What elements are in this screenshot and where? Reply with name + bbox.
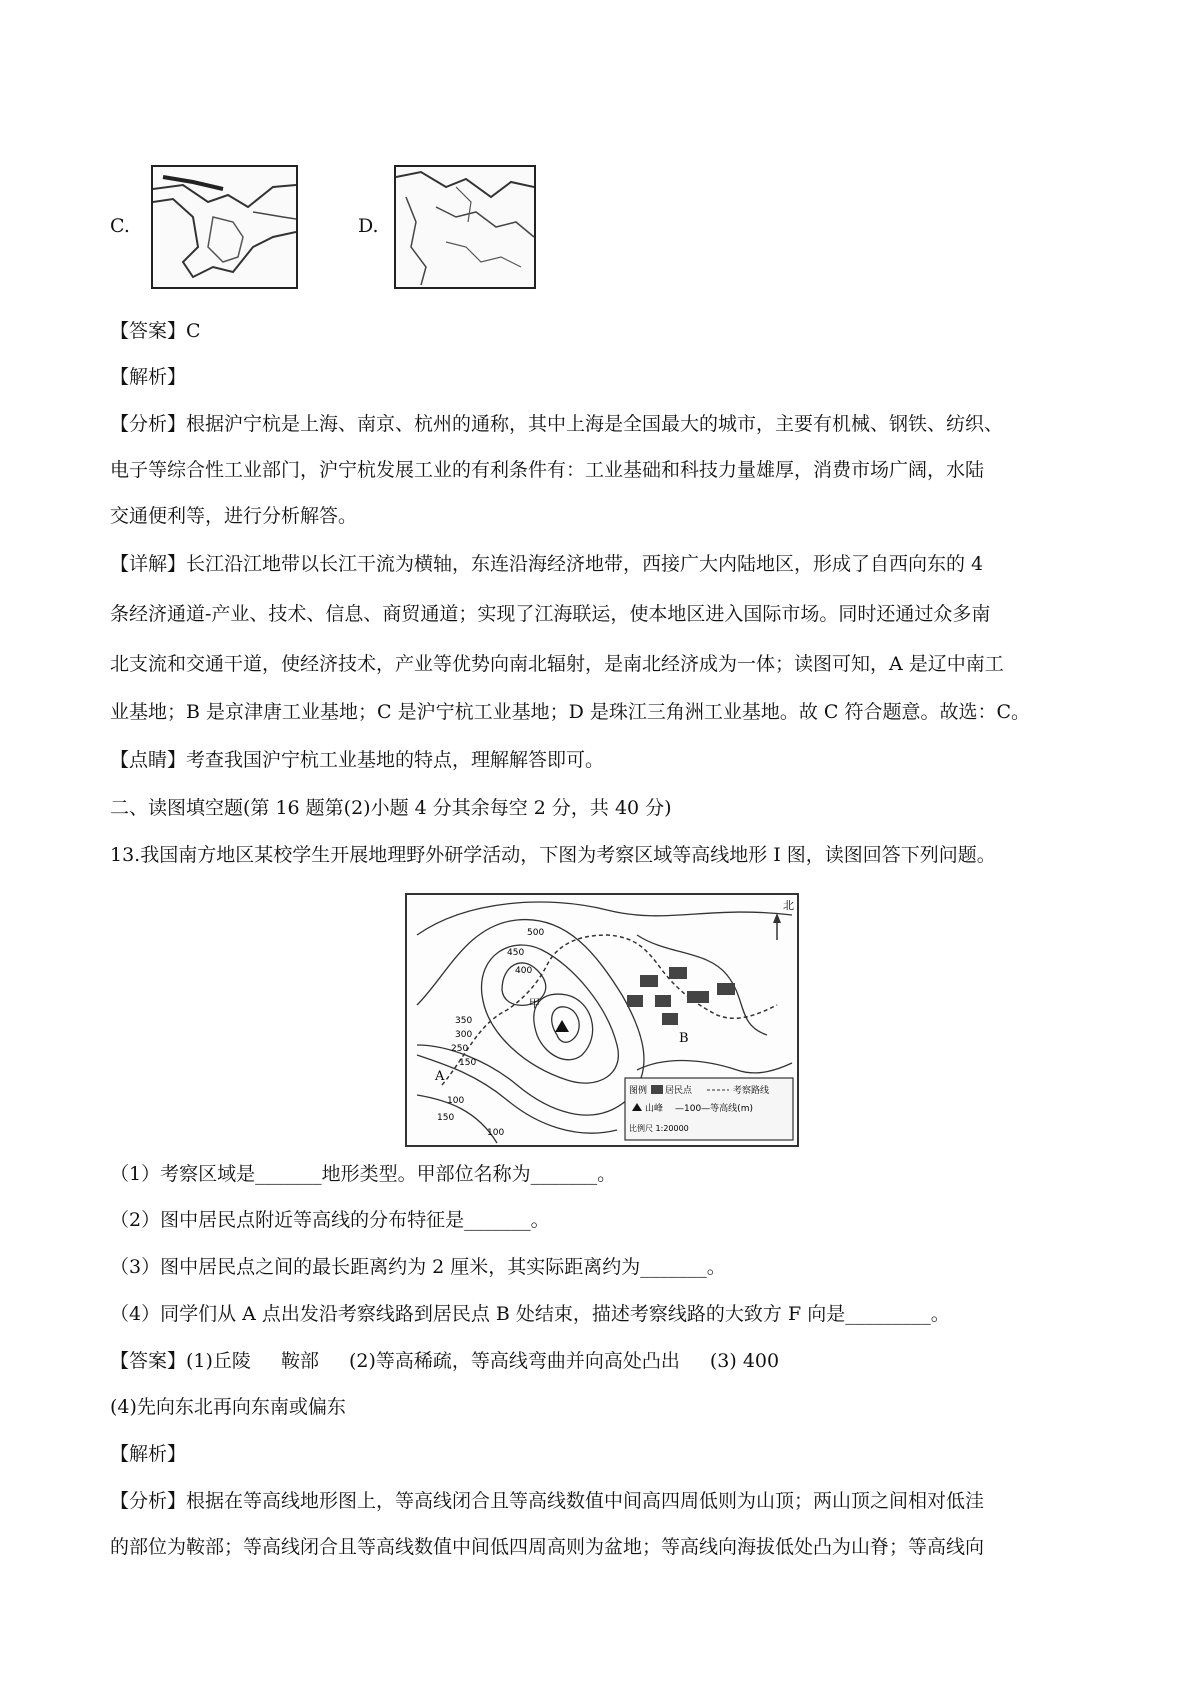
contour-label: 100 bbox=[487, 1128, 505, 1138]
section-heading: 二、读图填空题(第 16 题第(2)小题 4 分其余每空 2 分，共 40 分) bbox=[110, 797, 672, 819]
q13-sub-1: （1）考察区域是_______地形类型。甲部位名称为_______。 bbox=[110, 1163, 617, 1185]
legend-title: 图例 bbox=[629, 1086, 648, 1096]
q12-detail-line-3: 北支流和交通干道，使经济技术，产业等优势向南北辐射，是南北经济成为一体；读图可知，A 是辽中南工 bbox=[110, 653, 1004, 675]
q13-answer-2: 鞍部 bbox=[280, 1350, 319, 1372]
peak-icon bbox=[555, 1020, 569, 1032]
option-c-label: C. bbox=[110, 215, 130, 237]
settlement-icon bbox=[662, 1013, 678, 1025]
q13-answer-line-2: (4)先向东北再向东南或偏东 bbox=[110, 1396, 346, 1418]
q12-detail-line-2: 条经济通道-产业、技术、信息、商贸通道；实现了江海联运，使本地区进入国际市场。同时还通过众多南 bbox=[110, 603, 991, 625]
contour-label: 150 bbox=[437, 1113, 455, 1123]
settlement-icon bbox=[627, 995, 643, 1007]
q12-answer: 【答案】C bbox=[110, 320, 201, 342]
map-thumbnail-d bbox=[394, 165, 536, 289]
q12-analysis-line-1: 【分析】根据沪宁杭是上海、南京、杭州的通称，其中上海是全国最大的城市，主要有机械、钢铁、纺织、 bbox=[110, 413, 1004, 435]
q13-answer-4: (3) 400 bbox=[709, 1350, 780, 1372]
contour-label: 250 bbox=[451, 1044, 469, 1054]
point-a-label: A bbox=[435, 1069, 445, 1084]
q12-comment: 【点睛】考查我国沪宁杭工业基地的特点，理解解答即可。 bbox=[110, 749, 605, 771]
q13-sub-4: （4）同学们从 A 点出发沿考察线路到居民点 B 处结束，描述考察线路的大致方 F 向是_________。 bbox=[110, 1303, 950, 1325]
contour-map bbox=[405, 893, 799, 1147]
legend-settlement: 居民点 bbox=[665, 1086, 693, 1096]
q13-sub-2: （2）图中居民点附近等高线的分布特征是_______。 bbox=[110, 1209, 550, 1231]
contour-label: 100 bbox=[447, 1096, 465, 1106]
north-label: 北 bbox=[783, 899, 794, 912]
contour-label: 400 bbox=[515, 966, 533, 976]
q13-analysis-heading: 【解析】 bbox=[110, 1443, 187, 1465]
q12-analysis-line-3: 交通便利等，进行分析解答。 bbox=[110, 505, 358, 527]
q13-answer-prefix: 【答案】 bbox=[110, 1350, 187, 1372]
contour-label: 500 bbox=[527, 928, 545, 938]
q13-answer bbox=[110, 1347, 779, 1375]
q13-analysis-line-2: 的部位为鞍部；等高线闭合且等高线数值中间低四周高则为盆地；等高线向海拔低处凸为山脊；等高线向 bbox=[110, 1536, 985, 1558]
map-thumbnail-c bbox=[151, 165, 298, 289]
jia-label: 甲 bbox=[529, 997, 540, 1010]
q12-analysis-line-2: 电子等综合性工业部门，沪宁杭发展工业的有利条件有：工业基础和科技力量雄厚，消费市场广阔，水陆 bbox=[110, 459, 985, 481]
q13-analysis-line-1: 【分析】根据在等高线地形图上，等高线闭合且等高线数值中间高四周低则为山顶；两山顶之间相对低洼 bbox=[110, 1490, 985, 1512]
q12-analysis-heading: 【解析】 bbox=[110, 366, 187, 388]
option-d-label: D. bbox=[358, 215, 379, 237]
contour-map-drawing bbox=[407, 895, 797, 1145]
q12-detail-line-1: 【详解】长江沿江地带以长江干流为横轴，东连沿海经济地带，西接广大内陆地区，形成了自西向东的 4 bbox=[110, 553, 984, 575]
outline-map-c-icon bbox=[153, 167, 296, 287]
settlement-icon bbox=[640, 975, 658, 987]
q13-answer-1: (1)丘陵 bbox=[186, 1350, 251, 1372]
contour-label: 150 bbox=[459, 1058, 477, 1068]
settlement-icon bbox=[655, 995, 671, 1007]
contour-label: 300 bbox=[455, 1030, 473, 1040]
q13-sub-3: （3）图中居民点之间的最长距离约为 2 厘米，其实际距离约为_______。 bbox=[110, 1256, 726, 1278]
q13-answer-3: (2)等高稀疏，等高线弯曲并向高处凸出 bbox=[348, 1350, 680, 1372]
legend-peak: 山峰 bbox=[645, 1104, 664, 1114]
legend-contour: —100—等高线(m) bbox=[675, 1104, 753, 1114]
point-b-label: B bbox=[679, 1031, 689, 1046]
contour-label: 450 bbox=[507, 948, 525, 958]
q13-stem: 13.我国南方地区某校学生开展地理野外研学活动，下图为考察区域等高线地形 I 图，读图回答下列问题。 bbox=[110, 844, 996, 866]
settlement-icon bbox=[687, 991, 709, 1003]
legend-route: 考察路线 bbox=[733, 1086, 770, 1096]
outline-map-d-icon bbox=[396, 167, 534, 287]
legend-scale: 比例尺 1:20000 bbox=[629, 1124, 689, 1133]
settlement-icon bbox=[717, 983, 735, 995]
q12-detail-line-4: 业基地；B 是京津唐工业基地；C 是沪宁杭工业基地；D 是珠江三角洲工业基地。故 C 符合题意。故选：C。 bbox=[110, 701, 1031, 723]
contour-label: 350 bbox=[455, 1016, 473, 1026]
settlement-icon bbox=[669, 967, 687, 979]
